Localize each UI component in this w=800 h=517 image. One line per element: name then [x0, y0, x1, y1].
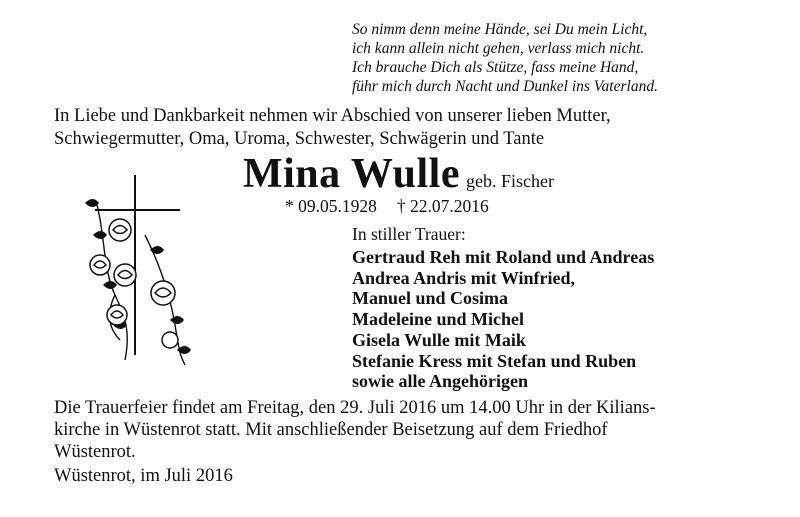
birth-date: * 09.05.1928: [285, 196, 377, 216]
mourner-line: Gisela Wulle mit Maik: [352, 329, 526, 350]
mourner-line: sowie alle Angehörigen: [352, 371, 528, 392]
poem: [352, 20, 658, 96]
mourner-line: Gertraud Reh mit Roland und Andreas: [352, 247, 655, 267]
ceremony-text: [54, 397, 656, 463]
mourners-list: [352, 247, 654, 392]
poem-line: führ mich durch Nacht und Dunkel ins Vaterland.: [352, 78, 658, 95]
deceased-name: Mina Wulle: [243, 151, 460, 197]
cross-with-roses-icon: [75, 175, 195, 370]
deceased-heading: [243, 150, 554, 198]
mourner-line: Stefanie Kress mit Stefan und Ruben: [352, 350, 637, 371]
intro-text: [54, 105, 611, 151]
mourners-label: In stiller Trauer:: [352, 224, 466, 244]
poem-line: So nimm denn meine Hände, sei Du mein Licht,: [352, 21, 648, 38]
life-dates: [285, 196, 489, 217]
death-date: † 22.07.2016: [396, 196, 489, 216]
birth-name: geb. Fischer: [466, 171, 554, 191]
place-date: Wüstenrot, im Juli 2016: [54, 466, 233, 486]
mourner-line: Madeleine und Michel: [352, 309, 524, 330]
ceremony-line: kirche in Wüstenrot statt. Mit anschließender Beisetzung auf dem Friedhof: [54, 420, 608, 440]
mourner-line: Andrea Andris mit Winfried,: [352, 267, 576, 288]
ceremony-line: Wüstenrot.: [54, 442, 136, 462]
ceremony-line: Die Trauerfeier findet am Freitag, den 29. Juli 2016 um 14.00 Uhr in der Kilians-: [54, 398, 656, 418]
mourner-line: Manuel und Cosima: [352, 288, 509, 309]
poem-line: ich kann allein nicht gehen, verlass mich nicht.: [352, 40, 645, 57]
poem-line: Ich brauche Dich als Stütze, fass meine Hand,: [352, 59, 639, 76]
intro-line: Schwiegermutter, Oma, Uroma, Schwester, Schwägerin und Tante: [54, 129, 545, 149]
intro-line: In Liebe und Dankbarkeit nehmen wir Abschied von unserer lieben Mutter,: [54, 106, 611, 126]
